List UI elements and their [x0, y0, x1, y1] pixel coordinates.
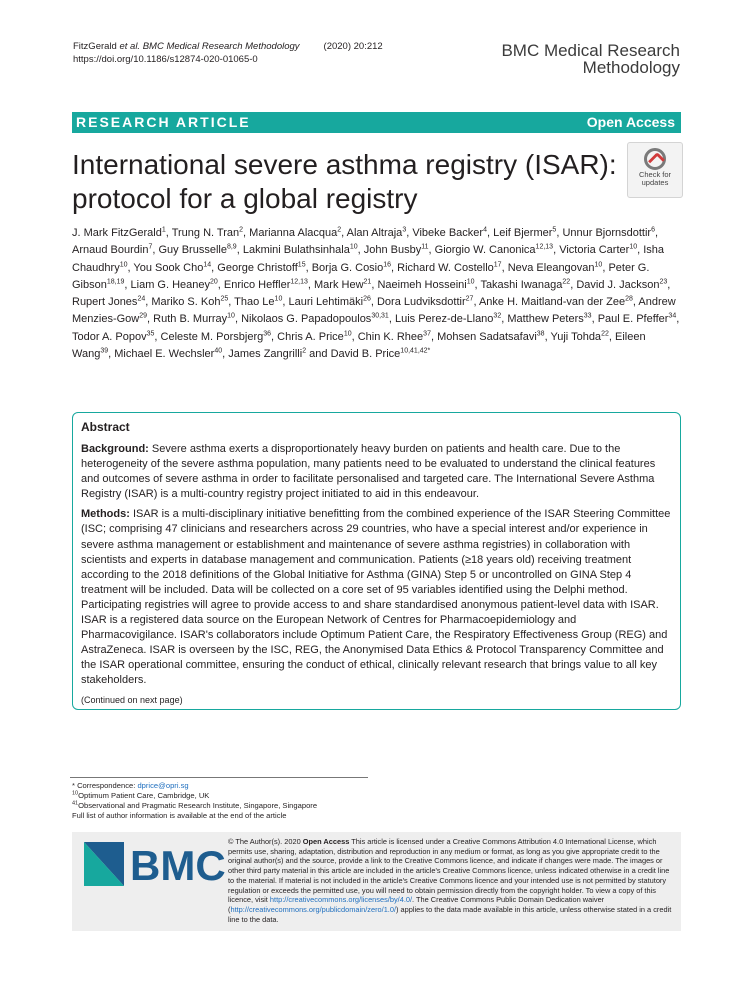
abstract-methods: Methods: ISAR is a multi-disciplinary initiative benefitting from the combined experience of the ISAR Steering Committee (ISC; comprising 47 clinicians and researchers across 29 countries, who have a special interest and/or experience in severe asthma management or establishment and maintenance of severe asthma registries) in collaboration with scientists and experts in database management and communication. Patients (≥18 years old) receiving treatment according to the 2018 definitions of the Global Initiative for Asthma (GINA) Step 5 or uncontrolled on GINA Step 4 treatment will be included. Data will be collected on a core set of 95 variables identified using the Delphi method. Participating registries will agree to provide access to and share standardised anonymous patient-level data with ISAR. ISAR is a registered data source on the European Network of Centres for Pharmacoepidemiology and Pharmacovigilance. ISAR's collaborators include Optimum Patient Care, the Respiratory Effectiveness Group (REG) and AstraZeneca. ISAR is overseen by the ISC, REG, the Anonymised Data Ethics & Protocol Transparency Committee and the ISAR operational committee, ensuring the conduct of ethical, clinically relevant research that brings value to all key stakeholders. — [81, 508, 671, 687]
author: Michael E. Wechsler$^{40}$ — [114, 347, 223, 361]
author: Lakmini Bulathsinhala$^{10}$ — [242, 243, 358, 257]
bmc-logo — [84, 842, 226, 889]
affiliation-10: $^{10}$Optimum Patient Care, Cambridge, UK — [72, 790, 210, 800]
author: Yuji Tohda$^{22}$ — [550, 330, 609, 343]
author: Celeste M. Porsbjerg$^{36}$ — [160, 330, 272, 343]
continued-note: (Continued on next page) — [81, 694, 183, 705]
doi-link[interactable]: https://doi.org/10.1186/s12874-020-01065-0 — [73, 54, 258, 65]
author: Chin K. Rhee$^{37}$ — [357, 330, 431, 343]
year-volume: (2020) 20:212 — [323, 41, 383, 52]
author: Mohsen Sadatsafavi$^{38}$ — [437, 330, 545, 343]
running-header — [73, 40, 383, 66]
author: Chris A. Price$^{10}$ — [277, 330, 352, 343]
author: Rupert Jones$^{24}$ — [72, 295, 146, 309]
author: Unnur Bjornsdottir$^6$ — [562, 226, 655, 239]
author: Marianna Alacqua$^2$ — [249, 226, 342, 239]
author: J. Mark FitzGerald$^1$ — [72, 226, 166, 239]
author: George Christoff$^{15}$ — [217, 260, 306, 274]
correspondence-email[interactable]: dprice@opri.sg — [137, 781, 189, 790]
footnotes — [72, 781, 317, 821]
author: Matthew Peters$^{33}$ — [507, 312, 592, 326]
cc-by-link[interactable]: http://creativecommons.org/licenses/by/4.0/ — [269, 895, 413, 905]
author: Enrico Heffler$^{12,13}$ — [223, 278, 308, 291]
citation: FitzGerald et al. BMC Medical Research Methodology — [73, 41, 300, 52]
article-title: International severe asthma registry (ISAR): protocol for a global registry — [72, 149, 617, 214]
affiliation-41: $^{41}$Observational and Pragmatic Research Institute, Singapore, Singapore — [72, 800, 318, 810]
article-type: RESEARCH ARTICLE — [76, 114, 251, 130]
author: Neva Eleangovan$^{10}$ — [507, 260, 603, 274]
open-access-label: Open Access — [586, 114, 675, 130]
author: Peter G. Gibson$^{18,19}$ — [72, 261, 650, 291]
author: Richard W. Costello$^{17}$ — [397, 260, 502, 274]
author: Mariko S. Koh$^{25}$ — [151, 295, 229, 309]
author: Isha Chaudhry$^{10}$ — [72, 244, 665, 274]
author: Andrew Menzies-Gow$^{29}$ — [72, 296, 676, 326]
author-list: J. Mark FitzGerald$^1$, Trung N. Tran$^2$, Marianna Alacqua$^2$, Alan Altraja$^3$, Vibeke Backer$^4$, Leif Bjermer$^5$, Unnur Bjornsdottir$^6$, Arnaud Bourdin$^7$, Guy Brusselle$^{8,9}$, Lakmini Bulathsinhala$^{10}$, John Busby$^{11}$, Giorgio W. Canonica$^{12,13}$, Victoria Carter$^{10}$, Isha Chaudhry$^{10}$, You Sook Cho$^{14}$, George Christoff$^{15}$, Borja G. Cosio$^{16}$, Richard W. Costello$^{17}$, Neva Eleangovan$^{10}$, Peter G. Gibson$^{18,19}$, Liam G. Heaney$^{20}$, Enrico Heffler$^{12,13}$, Mark Hew$^{21}$, Naeimeh Hosseini$^{10}$, Takashi Iwanaga$^{22}$, David J. Jackson$^{23}$, Rupert Jones$^{24}$, Mariko S. Koh$^{25}$, Thao Le$^{10}$, Lauri Lehtimäki$^{26}$, Dora Ludviksdottir$^{27}$, Anke H. Maitland-van der Zee$^{28}$, Andrew Menzies-Gow$^{29}$, Ruth B. Murray$^{10}$, Nikolaos G. Papadopoulos$^{30,31}$, Luis Perez-de-Llano$^{32}$, Matthew Peters$^{33}$, Paul E. Pfeffer$^{34}$, Todor A. Popov$^{35}$, Celeste M. Porsbjerg$^{36}$, Chris A. Price$^{10}$, Chin K. Rhee$^{37}$, Mohsen Sadatsafavi$^{38}$, Yuji Tohda$^{22}$, Eileen Wang$^{39}$, Michael E. Wechsler$^{40}$, James Zangrilli$^2$ and David B. Price$^{10,41,42*}$ — [72, 226, 680, 361]
author: Dora Ludviksdottir$^{27}$ — [376, 295, 474, 309]
check-updates-icon — [644, 148, 666, 170]
author: Ruth B. Murray$^{10}$ — [153, 312, 235, 326]
check-for-updates-badge[interactable]: Check for updates — [627, 142, 683, 198]
license-text: © The Author(s). 2020 Open Access This article is licensed under a Creative Commons Attribution 4.0 International License, which permits use, sharing, adaptation, distribution and reproduction in any medium or format, as long as you give appropriate credit to the original author(s) and the source, provide a link to the Creative Commons licence, and indicate if changes were made. The images or other third party material in this article are included in the article's Creative Commons licence, unless indicated otherwise in a credit line to the material. If material is not included in the article's Creative Commons licence and your intended use is not permitted by statutory regulation or exceeds the permitted use, you will need to obtain permission directly from the copyright holder. To view a copy of this licence, visit http://creativecommons.org/licenses/by/4.0/. The Creative Commons Public Domain Dedication waiver (http://creativecommons.org/publicdomain/zero/1.0/) applies to the data made available in this article, unless otherwise stated in a credit line to the data. — [228, 837, 672, 924]
author: Naeimeh Hosseini$^{10}$ — [377, 278, 475, 291]
author: John Busby$^{11}$ — [363, 243, 429, 257]
author: Guy Brusselle$^{8,9}$ — [158, 243, 237, 257]
author: Lauri Lehtimäki$^{26}$ — [288, 295, 371, 309]
full-list-note: Full list of author information is available at the end of the article — [72, 811, 287, 820]
author: Nikolaos G. Papadopoulos$^{30,31}$ — [241, 312, 389, 326]
author: Arnaud Bourdin$^7$ — [72, 243, 153, 257]
author: David J. Jackson$^{23}$ — [576, 278, 668, 291]
author: Luis Perez-de-Llano$^{32}$ — [394, 312, 502, 326]
author: James Zangrilli$^2$ — [228, 347, 307, 361]
correspondence: * Correspondence: dprice@opri.sg — [72, 781, 189, 790]
abstract-box — [72, 412, 681, 710]
author: Leif Bjermer$^5$ — [493, 226, 557, 239]
abstract-background: Background: Severe asthma exerts a disproportionately heavy burden on patients and health care. Due to the heterogeneity of the severe asthma population, many patients need to be evaluated to understand the clinical features and outcomes of severe asthma in order to facilitate personalised and targeted care. The International Severe Asthma Registry (ISAR) is a multi-country registry project initiated to aid in this endeavour. — [81, 443, 656, 501]
author: Mark Hew$^{21}$ — [314, 278, 372, 291]
author-joiner: and — [309, 348, 328, 361]
cc-zero-link[interactable]: http://creativecommons.org/publicdomain/zero/1.0/ — [230, 904, 397, 914]
author: Anke H. Maitland-van der Zee$^{28}$ — [478, 295, 633, 309]
bmc-logo-text: BMC — [130, 842, 226, 889]
author: Borja G. Cosio$^{16}$ — [311, 260, 392, 274]
author: Liam G. Heaney$^{20}$ — [130, 278, 218, 291]
author: Vibeke Backer$^4$ — [412, 226, 487, 239]
author: Todor A. Popov$^{35}$ — [72, 330, 155, 343]
author: Takashi Iwanaga$^{22}$ — [480, 278, 571, 291]
journal-name: BMC Medical Research Methodology — [501, 41, 680, 77]
author: Alan Altraja$^3$ — [346, 226, 407, 239]
author: You Sook Cho$^{14}$ — [133, 260, 212, 274]
author: Paul E. Pfeffer$^{34}$ — [597, 312, 677, 326]
author: Thao Le$^{10}$ — [234, 295, 283, 309]
author: Trung N. Tran$^2$ — [171, 226, 244, 239]
author: David B. Price$^{10,41,42*}$ — [330, 347, 431, 361]
author: Giorgio W. Canonica$^{12,13}$ — [434, 243, 554, 257]
article-type-banner — [72, 112, 681, 133]
author: Eileen Wang$^{39}$ — [72, 330, 646, 361]
abstract-heading: Abstract — [81, 420, 130, 434]
author: Victoria Carter$^{10}$ — [559, 243, 638, 257]
footnote-rule — [70, 777, 368, 778]
